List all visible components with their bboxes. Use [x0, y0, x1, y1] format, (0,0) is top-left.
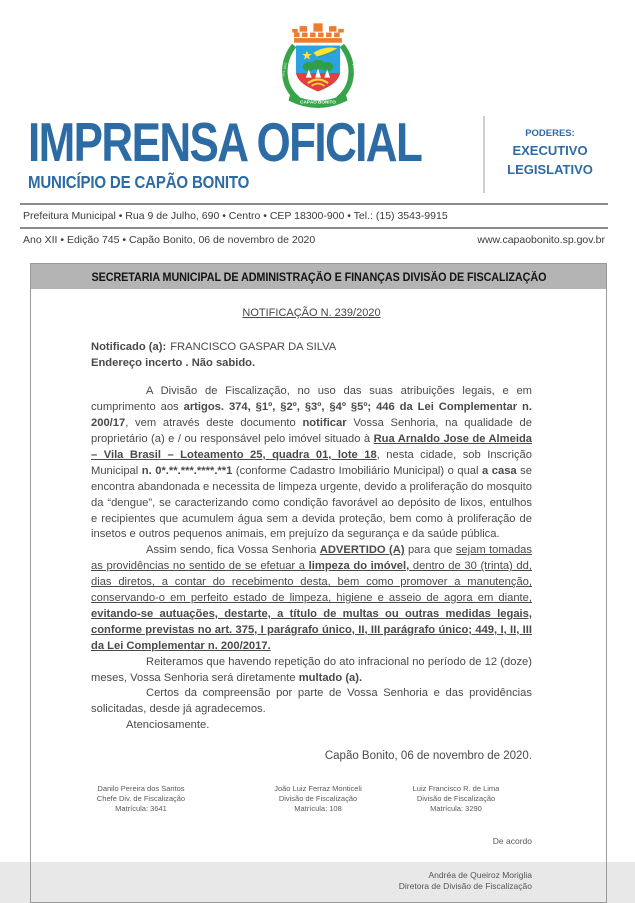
- signature-line: Matrícula: 3290: [430, 804, 482, 814]
- notification-title: NOTIFICAÇÃO N. 239/2020: [242, 307, 381, 320]
- signature-line: Chefe Div. de Fiscalização: [96, 794, 186, 804]
- text-segment: Reiteramos que havendo repetição do ato infracional no período de 12 (doze) meses, Vossa Senhoria será diretamente: [91, 655, 532, 684]
- document-content: [31, 289, 606, 902]
- section-header-text: SECRETARIA MUNICIPAL DE ADMINISTRAÇÃO E FINANÇAS DIVISÃO DE FISCALIZAÇÃO: [91, 272, 546, 285]
- edition-line: [20, 229, 608, 251]
- recipient-address: Endereço incerto . Não sabido.: [91, 357, 256, 370]
- text-segment: (conforme Cadastro Imobiliário Municipal) o qual: [232, 464, 483, 477]
- edition-text: Ano XII • Edição 745 • Capão Bonito, 06 de novembro de 2020: [23, 234, 316, 247]
- powers-panel: [483, 116, 615, 193]
- text-segment: a casa: [482, 464, 517, 477]
- text-segment: n. 0*.**.***.****.**1: [141, 464, 233, 477]
- masthead-titles: [28, 111, 483, 193]
- text-segment: A Divisão de Fiscalização, no uso das suas atribuições legais, e em cumprimento aos: [91, 385, 532, 414]
- signature-line: Divisão de Fiscalização: [278, 794, 358, 804]
- body-paragraph: [91, 384, 532, 543]
- director-block: [91, 870, 532, 894]
- director-role: Diretora de Divisão de Fiscalização: [398, 881, 532, 892]
- text-segment: evitando-se autuações, destarte, a título de multas ou outras medidas legais, conforme previstas no art. 375, I parágrafo único, II, III parágrafo único; 449, I, II, III da Lei Complementar n. 200/2017.: [91, 607, 532, 652]
- body-paragraph: [91, 543, 532, 654]
- power-executivo: EXECUTIVO: [512, 143, 588, 158]
- website-text: www.capaobonito.sp.gov.br: [477, 234, 605, 247]
- crest-left-date: 29-1-1942: [280, 62, 288, 77]
- signature-block: [376, 784, 536, 814]
- notification-document: [30, 263, 607, 903]
- signature-line: Matrícula: 108: [294, 804, 342, 814]
- gazette-subtitle: MUNICÍPIO DE CAPÃO BONITO: [28, 172, 250, 193]
- crest-ribbon-text: CAPÃO BONITO: [299, 99, 336, 105]
- text-segment: ADVERTIDO (A): [319, 544, 405, 557]
- crest-mural-crown: [292, 23, 344, 42]
- section-header-bar: [31, 264, 606, 289]
- signature-block: [238, 784, 398, 814]
- text-segment: dentro de 30 (trinta) dd, dias diretos, a contar do recebimento desta, bem como promover a manutenção, conservando-o em perfeito estado de limpeza, higiene e asseio de agora em diante,: [91, 560, 532, 605]
- signature-line: Luiz Francisco R. de Lima: [412, 784, 500, 794]
- text-segment: Certos da compreensão por parte de Vossa Senhoria e das providências solicitadas, desde já agradecemos.: [91, 687, 532, 716]
- text-segment: notificar: [302, 417, 347, 430]
- text-segment: para que: [404, 544, 456, 557]
- text-segment: limpeza do imóvel,: [308, 560, 410, 573]
- signature-line: Matrícula: 3641: [115, 804, 167, 814]
- text-segment: , nesta cidade, sob Inscrição Municipal: [91, 448, 532, 477]
- body-paragraphs: [91, 384, 532, 734]
- signature-line: João Luiz Ferraz Monticeli: [274, 784, 362, 794]
- dateline: Capão Bonito, 06 de novembro de 2020.: [324, 750, 532, 763]
- body-paragraph: [91, 718, 532, 734]
- gazette-title: IMPRENSA OFICIAL: [28, 111, 422, 173]
- recipient-line: [91, 339, 532, 355]
- text-segment: Assim sendo, fica Vossa Senhoria: [146, 544, 320, 557]
- coat-of-arms-icon: [272, 14, 364, 110]
- power-legislativo: LEGISLATIVO: [507, 162, 593, 177]
- text-segment: se encontra abandonada e necessita de limpeza urgente, devido a proliferação do mosquito da “dengue”, se caracterizando como condição favorável ao depósito de lixos, entulhos e recipientes que acumulem água sem a devida proteção, bem como à proliferação de insetos e outros pequenos animais, em prejuízo da segurança e da saúde pública.: [91, 464, 532, 541]
- text-segment: Rua Arnaldo Jose de Almeida – Vila Brasil – Loteamento 25, quadra 01, lote 18: [91, 432, 532, 461]
- text-segment: Atenciosamente.: [126, 719, 210, 732]
- text-segment: , vem através deste documento: [125, 417, 303, 430]
- text-segment: sejam tomadas as providências no sentido de se efetuar a: [91, 544, 532, 573]
- approval-label: De acordo: [492, 836, 532, 847]
- director-name: Andréa de Queiroz Moriglia: [428, 870, 532, 881]
- crest-right-date: 2-4-1857: [350, 63, 358, 77]
- signature-line: Danilo Pereira dos Santos: [97, 784, 185, 794]
- signature-line: Divisão de Fiscalização: [416, 794, 496, 804]
- signatures-row: [91, 784, 532, 822]
- recipient-label: Notificado (a):: [91, 341, 167, 354]
- text-segment: artigos. 374, §1º, §2º, §3º, §4º §5º; 446 da Lei Complementar n. 200/17: [91, 401, 532, 430]
- address-line: Prefeitura Municipal • Rua 9 de Julho, 690 • Centro • CEP 18300-900 • Tel.: (15) 3543-9915: [23, 210, 448, 223]
- text-segment: multado (a).: [298, 671, 363, 684]
- body-paragraph: [91, 655, 532, 687]
- recipient-name: FRANCISCO GASPAR DA SILVA: [170, 341, 337, 354]
- powers-label: PODERES:: [525, 128, 575, 139]
- text-segment: Vossa Senhoria, na qualidade de proprietário (a) e / ou responsável pelo imóvel situado à: [91, 417, 532, 445]
- coat-of-arms: [0, 0, 635, 110]
- recipient-block: [91, 339, 532, 371]
- body-paragraph: [91, 686, 532, 718]
- masthead: [28, 111, 615, 193]
- signature-block: [61, 784, 221, 814]
